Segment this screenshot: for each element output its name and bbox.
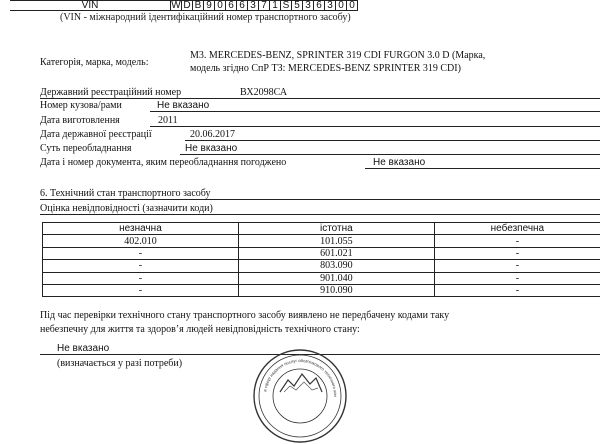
- reg-number-value: ВХ2098СА: [240, 87, 287, 98]
- cell-dangerous: -: [434, 272, 600, 284]
- table-row: [43, 235, 600, 247]
- vin-char-cell: 5: [292, 1, 303, 11]
- vin-char-cell: W: [171, 1, 182, 11]
- vin-char-cell: S: [281, 1, 292, 11]
- conclusion-line2: небезпечну для життя та здоров’я людей невідповідність технічного стану:: [40, 324, 360, 335]
- vin-char-cell: 3: [303, 1, 314, 11]
- cell-minor: -: [43, 272, 239, 284]
- reg-date-value: 20.06.2017: [190, 129, 235, 140]
- table-header-row: [43, 223, 600, 235]
- column-header-minor: незначна: [43, 223, 239, 235]
- body-number-underline: [150, 111, 600, 112]
- category-value-line2: модель згідно СпР ТЗ: MERCEDES-BENZ SPRINTER 319 CDI): [190, 63, 461, 74]
- cell-major: 803.090: [238, 260, 434, 272]
- column-header-major: істотна: [238, 223, 434, 235]
- cell-minor: 402.010: [43, 235, 239, 247]
- vin-char-cell: 0: [336, 1, 347, 11]
- vin-char-cell: 6: [237, 1, 248, 11]
- cell-major: 910.090: [238, 284, 434, 296]
- reg-date-underline: [185, 140, 600, 141]
- body-number-value: Не вказано: [157, 100, 209, 111]
- vin-caption: (VIN - міжнародний ідентифікаційний номер транспортного засобу): [60, 12, 351, 23]
- year-value: 2011: [158, 115, 178, 126]
- body-number-label: Номер кузова/рами: [40, 100, 122, 111]
- table-row: [43, 260, 600, 272]
- vin-char-cell: 3: [325, 1, 336, 11]
- vin-char-cell: 6: [226, 1, 237, 11]
- cell-major: 101.055: [238, 235, 434, 247]
- section6-subtitle: Оцінка невідповідності (зазначити коди): [40, 203, 213, 214]
- conversion-doc-value: Не вказано: [373, 157, 425, 168]
- cell-dangerous: -: [434, 235, 600, 247]
- cell-minor: -: [43, 284, 239, 296]
- official-seal: [252, 348, 348, 444]
- table-row: [43, 284, 600, 296]
- cell-minor: -: [43, 247, 239, 259]
- vin-char-cell: D: [182, 1, 193, 11]
- year-label: Дата виготовлення: [40, 115, 120, 126]
- cell-minor: -: [43, 260, 239, 272]
- vin-char-cell: 1: [270, 1, 281, 11]
- vin-char-cell: 6: [314, 1, 325, 11]
- vin-char-cell: 0: [215, 1, 226, 11]
- year-underline: [150, 126, 600, 127]
- vin-char-cell: B: [193, 1, 204, 11]
- conversion-value: Не вказано: [185, 143, 237, 154]
- vin-char-cell: 9: [204, 1, 215, 11]
- vin-row: [10, 1, 358, 11]
- section6-title: 6. Технічний стан транспортного засобу: [40, 188, 211, 199]
- conclusion-value: Не вказано: [57, 343, 109, 354]
- reg-number-underline: [40, 98, 600, 99]
- category-value-line1: М3. MERCEDES-BENZ, SPRINTER 319 CDI FURGON 3.0 D (Марка,: [190, 50, 485, 61]
- cell-dangerous: -: [434, 284, 600, 296]
- seal-ring-text: в сфері надання послуг обов'язкового технічного кон: [252, 348, 338, 398]
- conversion-doc-underline: [365, 168, 600, 169]
- nonconformity-table: [42, 222, 600, 297]
- conversion-underline: [180, 154, 600, 155]
- conclusion-line1: Під час перевірки технічного стану транспортного засобу виявлено не передбачену кодами таку: [40, 310, 449, 321]
- vin-char-cell: 3: [248, 1, 259, 11]
- table-row: [43, 272, 600, 284]
- table-row: [43, 247, 600, 259]
- cell-major: 901.040: [238, 272, 434, 284]
- reg-number-label: Державний реєстраційний номер: [40, 87, 181, 98]
- conversion-label: Суть переобладнання: [40, 143, 132, 154]
- conclusion-hint: (визначається у разі потреби): [57, 358, 182, 369]
- section6-title-underline: [40, 199, 600, 200]
- cell-dangerous: -: [434, 260, 600, 272]
- section6-subtitle-underline: [40, 214, 600, 215]
- cell-dangerous: -: [434, 247, 600, 259]
- category-label: Категорія, марка, модель:: [40, 57, 149, 68]
- vin-label: VIN: [10, 1, 171, 11]
- vin-char-cell: 7: [259, 1, 270, 11]
- conversion-doc-label: Дата і номер документа, яким переобладнання погоджено: [40, 157, 286, 168]
- vin-table: [10, 0, 358, 11]
- vin-char-cell: 0: [347, 1, 358, 11]
- column-header-dangerous: небезпечна: [434, 223, 600, 235]
- cell-major: 601.021: [238, 247, 434, 259]
- reg-date-label: Дата державної реєстрації: [40, 129, 152, 140]
